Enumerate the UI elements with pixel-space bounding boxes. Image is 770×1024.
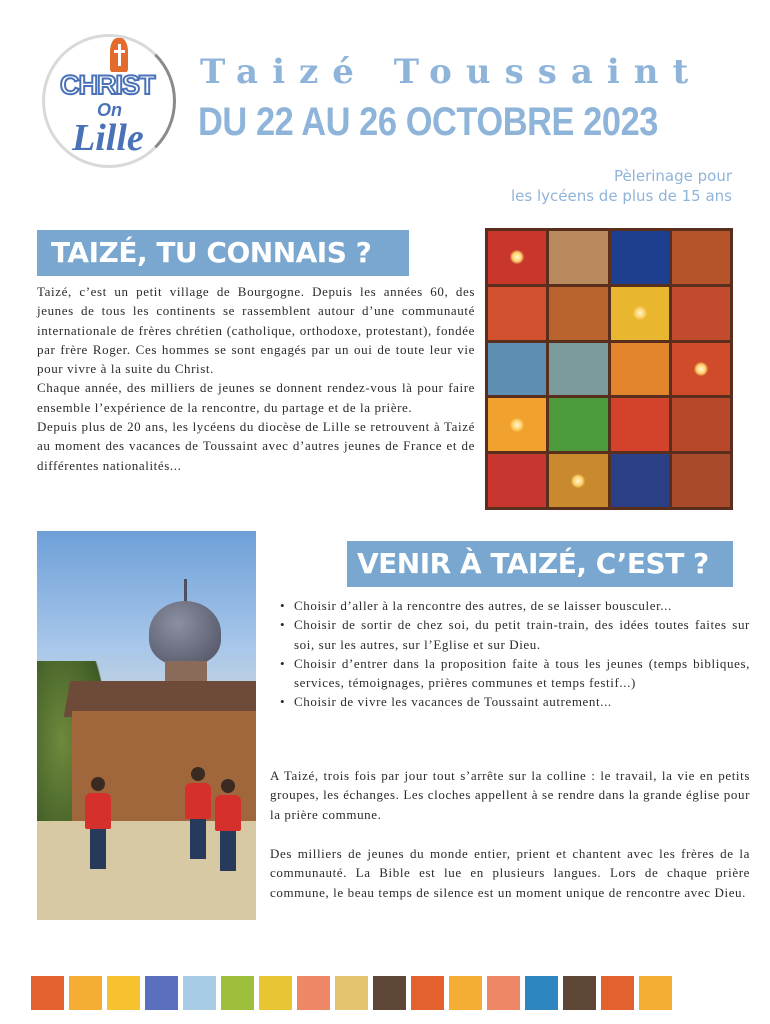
candle-flame-icon: [571, 474, 585, 488]
candle-wall-tile: [549, 343, 607, 396]
candle-flame-icon: [633, 306, 647, 320]
pilgrim-head: [91, 777, 105, 791]
pilgrim-head: [221, 779, 235, 793]
candle-wall-tile: [549, 398, 607, 451]
section2-heading: VENIR À TAIZÉ, C’EST ?: [347, 541, 733, 587]
candle-wall-tile: [611, 454, 669, 507]
candle-wall-tile: [549, 287, 607, 340]
pilgrim-figure: [85, 793, 111, 829]
candle-wall-tile: [672, 231, 730, 284]
color-square: [31, 976, 64, 1010]
cross-icon: [110, 38, 128, 72]
section1-paragraph: Chaque année, des milliers de jeunes se donnent rendez-vous là pour faire ensemble l’expérience de la rencontre, du partage et de la prière.: [37, 380, 475, 415]
candle-wall-tile: [488, 398, 546, 451]
candle-wall-tile: [611, 287, 669, 340]
taize-church-photo: [37, 531, 256, 920]
christ-on-lille-logo: [42, 34, 182, 174]
color-square: [373, 976, 406, 1010]
event-dates: DU 22 AU 26 OCTOBRE 2023: [198, 100, 658, 144]
page-subtitle: [511, 166, 732, 206]
logo-on-text: On: [97, 100, 122, 120]
subtitle-line-1: Pèlerinage pour: [613, 167, 732, 185]
color-square: [297, 976, 330, 1010]
list-item: • Choisir de sortir de chez soi, du petit train-train, des idées toutes faites sur soi, sur les autres, sur l’Eglise et sur Dieu.: [280, 615, 750, 654]
page-title: Taizé Toussaint: [200, 52, 703, 92]
logo-christ-text: CHRIST: [60, 70, 155, 100]
color-square: [107, 976, 140, 1010]
candle-wall-tile: [611, 231, 669, 284]
color-square: [411, 976, 444, 1010]
color-square: [145, 976, 178, 1010]
candle-wall-tile: [488, 343, 546, 396]
candle-flame-icon: [694, 362, 708, 376]
section1-paragraph: Depuis plus de 20 ans, les lycéens du diocèse de Lille se retrouvent à Taizé au moment des vacances de Toussaint avec d’autres jeunes de France et de différentes nationalités...: [37, 419, 475, 473]
color-square: [221, 976, 254, 1010]
reasons-list: [280, 596, 750, 712]
list-item: • Choisir d’aller à la rencontre des autres, de se laisser bousculer...: [280, 596, 750, 615]
candle-wall-image: [485, 228, 733, 510]
candle-wall-tile: [549, 454, 607, 507]
color-square: [601, 976, 634, 1010]
candle-flame-icon: [510, 250, 524, 264]
pilgrim-head: [191, 767, 205, 781]
list-item: • Choisir de vivre les vacances de Toussaint autrement...: [280, 692, 750, 711]
candle-wall-tile: [672, 454, 730, 507]
candle-wall-tile: [672, 343, 730, 396]
color-square: [183, 976, 216, 1010]
candle-wall-tile: [488, 231, 546, 284]
color-square: [487, 976, 520, 1010]
color-square: [449, 976, 482, 1010]
candle-flame-icon: [510, 418, 524, 432]
pilgrim-figure: [215, 795, 241, 831]
candle-wall-tile: [611, 398, 669, 451]
candle-wall-tile: [611, 343, 669, 396]
section1-heading: TAIZÉ, TU CONNAIS ?: [37, 230, 409, 276]
section2-paragraph: A Taizé, trois fois par jour tout s’arrête sur la colline : le travail, la vie en petits groupes, les échanges. Les cloches appellent à se rendre dans la grande église pour la prière commune.: [270, 768, 750, 822]
onion-dome-shape: [149, 601, 221, 665]
color-square: [525, 976, 558, 1010]
candle-wall-tile: [672, 398, 730, 451]
candle-wall-tile: [549, 231, 607, 284]
color-squares-bar: [31, 976, 672, 1010]
color-square: [69, 976, 102, 1010]
color-square: [259, 976, 292, 1010]
candle-wall-tile: [488, 287, 546, 340]
color-square: [563, 976, 596, 1010]
color-square: [335, 976, 368, 1010]
dome-base-shape: [165, 661, 207, 683]
logo-lille-text: Lille: [72, 117, 144, 159]
list-item: • Choisir d’entrer dans la proposition faite à tous les jeunes (temps bibliques, services, témoignages, prières communes et temps festif...): [280, 654, 750, 693]
color-square: [639, 976, 672, 1010]
candle-wall-tile: [488, 454, 546, 507]
subtitle-line-2: les lycéens de plus de 15 ans: [510, 187, 732, 205]
section2-paragraph: Des milliers de jeunes du monde entier, prient et chantent avec les frères de la communauté. La Bible est lue en plusieurs langues. Lors de chaque prière commune, le beau temps de silence est un moment unique de rencontre avec Dieu.: [270, 846, 750, 900]
section1-text: [37, 282, 475, 475]
section1-paragraph: Taizé, c’est un petit village de Bourgogne. Depuis les années 60, des jeunes de tous les continents se rassemblent autour d’une communauté internationale de frères chrétien (catholique, orthodoxe, protestant), fondée par frère Roger. Ces hommes se sont engagés par un oui de toute leur vie pour vivre à la suite du Christ.: [37, 284, 475, 377]
pilgrim-figure: [185, 783, 211, 819]
candle-wall-tile: [672, 287, 730, 340]
